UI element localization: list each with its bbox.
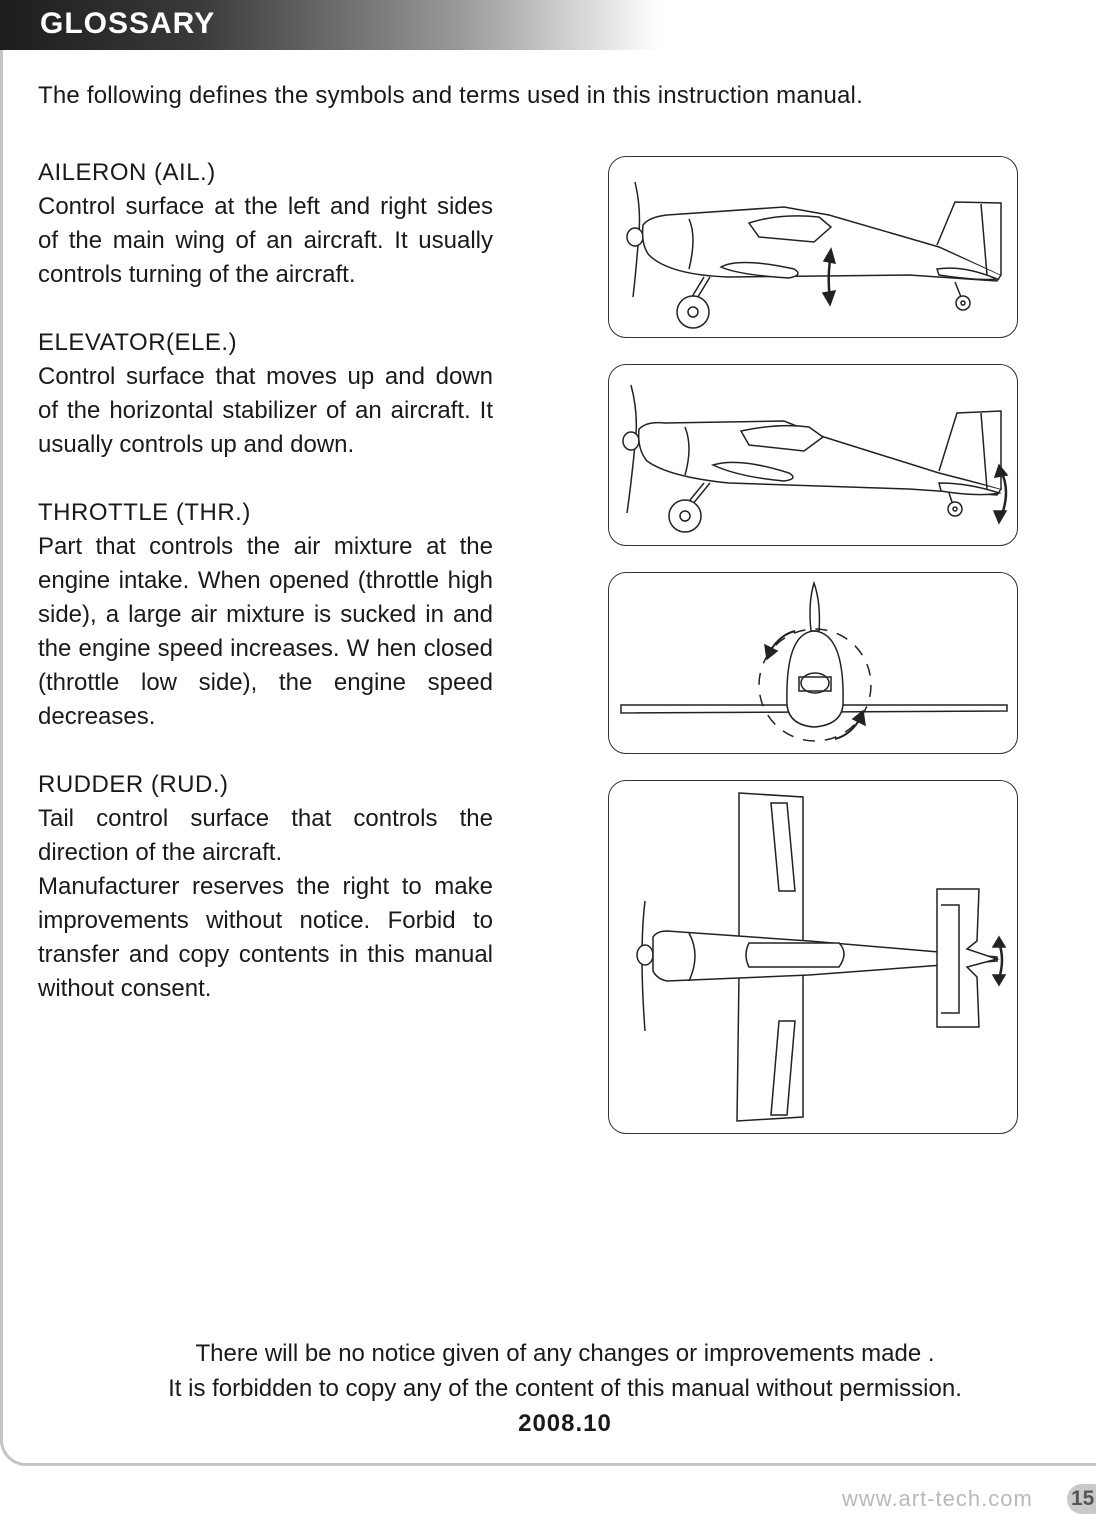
propeller-icon (810, 583, 819, 631)
term-title: RUDDER (RUD.) (38, 771, 229, 798)
throttle-diagram (608, 572, 1018, 754)
glossary-item-aileron (38, 156, 493, 292)
term-description: Control surface at the left and right sides of the main wing of an aircraft. It usually controls turning of the aircraft. (38, 193, 493, 288)
intro-text: The following defines the symbols and terms used in this instruction manual. (38, 82, 863, 109)
website-url: www.art-tech.com (842, 1486, 1033, 1511)
footer-line-1: There will be no notice given of any changes or improvements made . (195, 1340, 935, 1367)
page-number: 15 (1067, 1484, 1096, 1514)
manufacturer-note: Manufacturer reserves the right to make improvements without notice. Forbid to transfer and copy contents in this manual without consent. (38, 873, 493, 1002)
glossary-item-elevator (38, 326, 493, 462)
page-title: GLOSSARY (40, 7, 216, 40)
term-title: THROTTLE (THR.) (38, 499, 251, 526)
footer-line-2: It is forbidden to copy any of the content of this manual without permission. (168, 1375, 962, 1402)
glossary-item-throttle (38, 496, 493, 734)
elevator-diagram (608, 364, 1018, 546)
footer-notice (0, 1336, 1096, 1441)
left-right-arrow-icon (999, 943, 1002, 979)
propeller-icon (642, 901, 645, 1031)
header-bar (0, 0, 660, 50)
wheel-icon (669, 500, 701, 532)
canopy-icon (746, 943, 844, 967)
term-description: Part that controls the air mixture at the engine intake. When opened (throttle high side), a large air mixture is sucked in and the engine speed increases. W hen closed (throttle low side), the engine speed decreases. (38, 533, 493, 730)
wheel-icon (677, 296, 709, 328)
rotation-arrow-icon (765, 645, 777, 659)
publication-date: 2008.10 (518, 1410, 612, 1437)
term-description: Tail control surface that controls the direction of the aircraft. (38, 805, 493, 866)
rudder-diagram (608, 780, 1018, 1134)
term-title: ELEVATOR(ELE.) (38, 329, 238, 356)
term-title: AILERON (AIL.) (38, 159, 216, 186)
term-description: Control surface that moves up and down of the horizontal stabilizer of an aircraft. It usually controls up and down. (38, 363, 493, 458)
horizontal-stabilizer-icon (937, 889, 997, 1027)
aileron-diagram (608, 156, 1018, 338)
glossary-item-rudder (38, 768, 493, 1006)
glossary-list (38, 156, 493, 1040)
